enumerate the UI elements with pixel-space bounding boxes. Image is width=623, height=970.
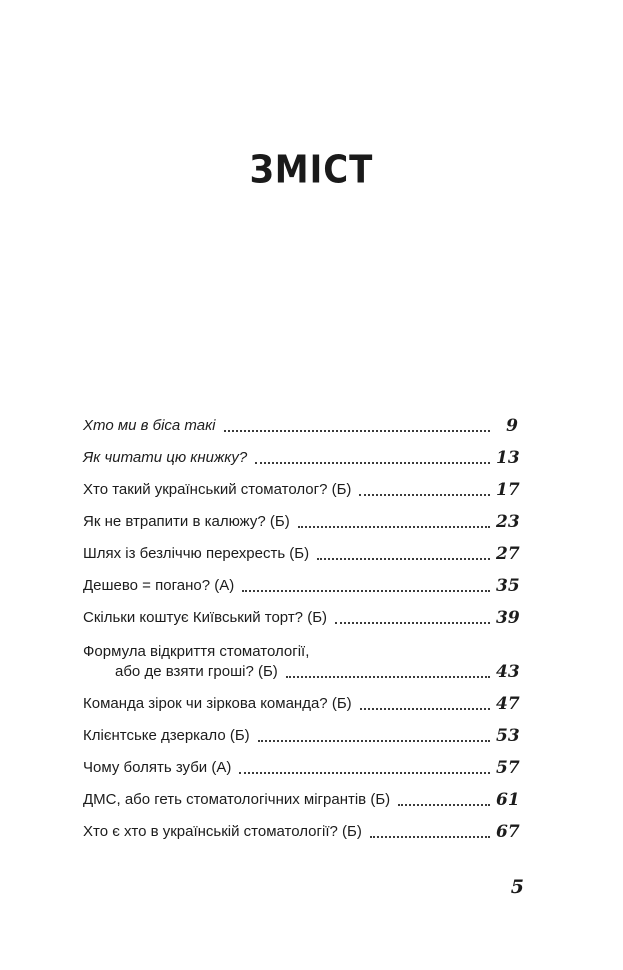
toc-entry (83, 404, 518, 436)
page-title: ЗМІСТ (249, 147, 374, 193)
toc-entry-page: 57 (496, 758, 520, 778)
toc-entry-title-line1: Формула відкриття стоматології, (83, 643, 310, 660)
toc-entry-page: 43 (496, 662, 520, 682)
dot-leader (242, 589, 490, 592)
toc-entry-title-line2-row (83, 662, 518, 682)
toc-entry-page: 47 (496, 694, 520, 714)
toc-entry-page: 17 (496, 480, 520, 500)
toc-entry (83, 746, 518, 778)
toc-entry (83, 714, 518, 746)
table-of-contents (83, 404, 518, 842)
toc-entry-title: Чому болять зуби (А) (83, 759, 232, 776)
toc-entry (83, 532, 518, 564)
toc-entry-title: ДМС, або геть стоматологічних мігрантів (Б) (83, 791, 391, 808)
toc-entry-page: 23 (496, 512, 520, 532)
toc-entry-title: Шлях із безліччю перехресть (Б) (83, 545, 310, 562)
toc-entry-page: 61 (496, 790, 520, 810)
toc-entry (83, 810, 518, 842)
dot-leader (335, 621, 490, 624)
toc-entry-page: 27 (496, 544, 520, 564)
toc-entry-title: Як читати цю книжку? (83, 449, 248, 466)
dot-leader (258, 739, 490, 742)
toc-entry-title: Команда зірок чи зіркова команда? (Б) (83, 695, 352, 712)
toc-entry-page: 35 (496, 576, 520, 596)
toc-entry-title: Хто такий український стоматолог? (Б) (83, 481, 352, 498)
toc-entry-page: 39 (496, 608, 520, 628)
toc-entry (83, 500, 518, 532)
dot-leader (224, 429, 491, 432)
dot-leader (317, 557, 490, 560)
dot-leader (298, 525, 490, 528)
toc-entry-title: або де взяти гроші? (Б) (115, 663, 278, 680)
toc-entry-title: Дешево = погано? (А) (83, 577, 235, 594)
dot-leader (286, 675, 490, 678)
toc-entry (83, 436, 518, 468)
dot-leader (370, 835, 490, 838)
dot-leader (255, 461, 490, 464)
toc-entry-title: Хто ми в біса такі (83, 417, 216, 434)
toc-entry-page: 53 (496, 726, 520, 746)
toc-entry-page: 9 (506, 416, 518, 436)
dot-leader (359, 493, 490, 496)
dot-leader (360, 707, 490, 710)
toc-entry-title: Як не втрапити в калюжу? (Б) (83, 513, 290, 530)
page-number: 5 (510, 876, 524, 898)
toc-entry-title: Скільки коштує Київський торт? (Б) (83, 609, 328, 626)
toc-entry-page: 67 (496, 822, 520, 842)
toc-entry-title: Клієнтське дзеркало (Б) (83, 727, 250, 744)
dot-leader (398, 803, 490, 806)
toc-entry (83, 468, 518, 500)
toc-entry (83, 628, 518, 682)
dot-leader (239, 771, 490, 774)
toc-entry-title: Хто є хто в українській стоматології? (Б) (83, 823, 362, 840)
toc-entry (83, 564, 518, 596)
toc-entry-page: 13 (496, 448, 520, 468)
toc-entry (83, 596, 518, 628)
toc-entry (83, 682, 518, 714)
toc-entry (83, 778, 518, 810)
